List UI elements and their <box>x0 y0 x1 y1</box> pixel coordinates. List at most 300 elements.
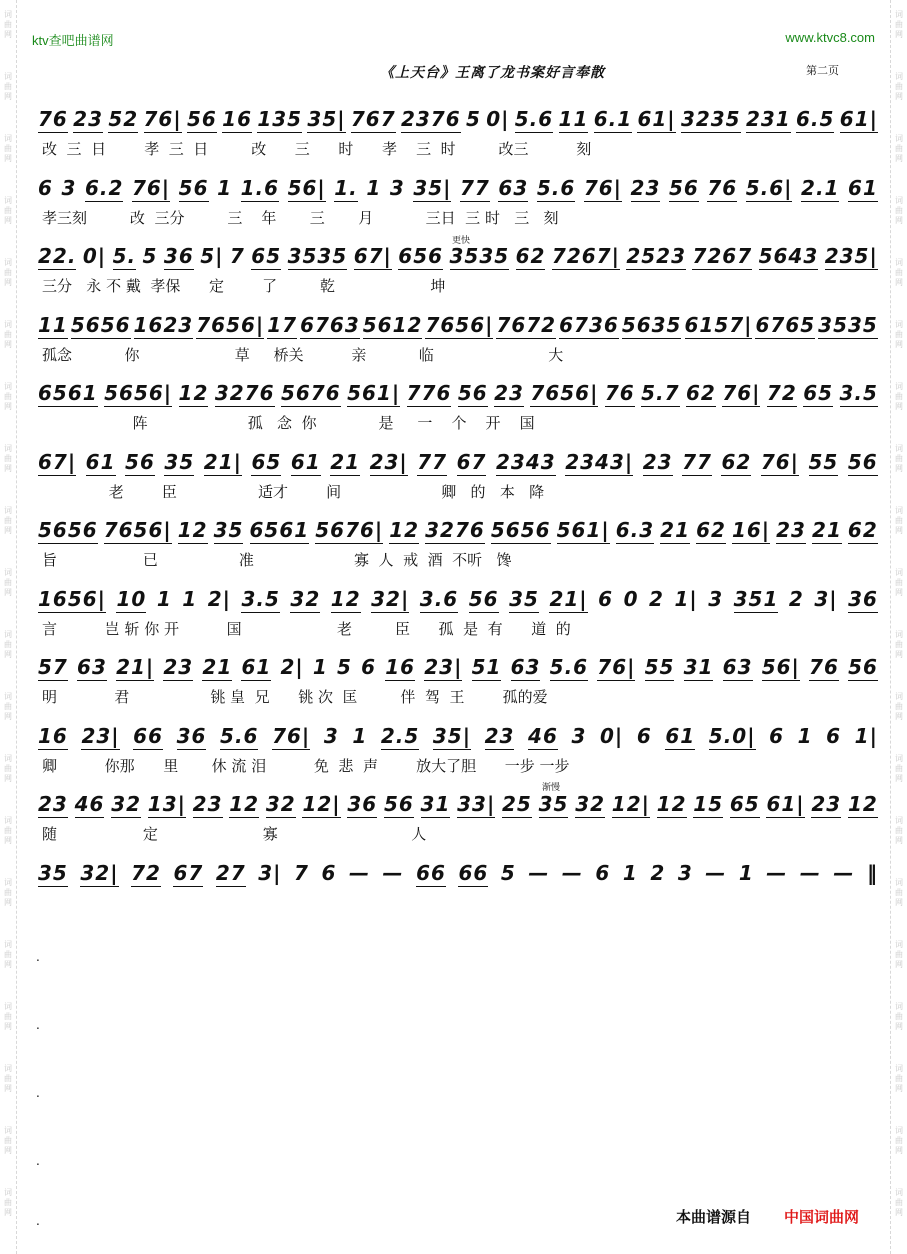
note-group: — <box>382 860 404 885</box>
note-group: 23 <box>494 381 524 405</box>
watermark-text: 词 曲 网 <box>4 506 12 535</box>
score-system <box>38 789 878 845</box>
note-group: 3.5 <box>839 381 878 405</box>
note-group: 65 <box>251 449 282 474</box>
note-group: — <box>766 860 788 885</box>
note-group: 27 <box>215 860 246 885</box>
note-group: 6.3 <box>615 518 655 542</box>
site-url-right[interactable]: www.ktvc8.com <box>785 30 875 45</box>
watermark-text: 词 曲 网 <box>4 444 12 473</box>
note-group: 3.6 <box>419 586 459 611</box>
note-group: 35| <box>432 723 472 748</box>
notation-line <box>38 378 878 408</box>
notation-line <box>38 858 878 888</box>
note-group: 5656 <box>38 518 98 542</box>
note-group: 6763 <box>300 312 360 337</box>
note-group: 5.6 <box>549 655 589 679</box>
note-group: 66 <box>416 860 446 885</box>
note-group: 23 <box>642 449 673 474</box>
note-group: 13| <box>147 792 186 816</box>
note-group: 35| <box>307 107 346 131</box>
note-group: — <box>799 860 821 885</box>
note-group: 63 <box>510 655 541 679</box>
watermark-text: 词 曲 网 <box>4 258 12 287</box>
note-group: 21 <box>812 518 842 542</box>
note-group: 55 <box>644 655 675 679</box>
note-group: 1 <box>156 586 172 611</box>
lyric-line: 改 三 日 孝 三 日 改 三 时 孝 三 时 改三 刻 <box>42 140 592 158</box>
note-group: 5.6 <box>514 107 554 131</box>
note-group: 6 <box>38 175 53 200</box>
note-group: 63 <box>77 655 107 679</box>
note-group: 5 <box>337 655 352 679</box>
note-group: 6561 <box>38 381 98 405</box>
note-group: 12| <box>302 792 341 816</box>
note-group: 7656| <box>530 381 599 405</box>
note-group: 6 <box>769 723 785 748</box>
note-group: 3535 <box>818 312 878 337</box>
note-group: 5| <box>200 244 224 268</box>
lyric-line: 老 臣 适才 间 卿 的 本 降 <box>42 482 545 501</box>
site-name-left[interactable]: ktv查吧曲谱网 <box>32 33 114 48</box>
note-group: 76| <box>597 655 636 679</box>
watermark-text: 词 曲 网 <box>895 382 903 411</box>
source-site-link[interactable]: 中国词曲网 <box>784 1208 860 1226</box>
note-group: 23 <box>776 518 806 542</box>
note-group: 23 <box>192 792 223 816</box>
note-group: 31 <box>683 655 714 679</box>
note-group: 3.5 <box>241 586 280 611</box>
note-group: 3535 <box>449 244 510 268</box>
note-group: — <box>528 860 550 885</box>
note-group: 76| <box>583 175 622 200</box>
note-group: 767 <box>350 107 396 131</box>
note-group: 5.6 <box>220 723 259 748</box>
note-group: 7672 <box>496 312 557 337</box>
note-group: 3 <box>571 723 587 748</box>
note-group: 3276 <box>425 518 485 542</box>
note-group: 12 <box>177 518 208 542</box>
blank-line-dot: . <box>36 1018 40 1032</box>
watermark-text: 词 曲 网 <box>4 568 12 597</box>
note-group: 1| <box>674 586 698 611</box>
note-group: 6 <box>636 723 652 748</box>
note-group: 2| <box>280 655 304 679</box>
note-group: 51 <box>471 655 502 679</box>
note-group: 1 <box>352 723 368 748</box>
note-group: 2343| <box>565 449 634 474</box>
note-group: 2 <box>650 860 666 885</box>
note-group: 32| <box>371 586 410 611</box>
note-group: 57 <box>38 655 68 679</box>
watermark-text: 词 曲 网 <box>895 568 903 597</box>
lyric-line: 三分 永 不 戴 孝保 定 了 乾 坤 <box>42 277 446 295</box>
note-group: 35| <box>413 175 452 200</box>
note-group: 61| <box>637 107 676 131</box>
note-group: 1. <box>334 175 358 200</box>
note-group: 0 <box>623 586 639 611</box>
watermark-text: 词 曲 网 <box>895 1064 903 1093</box>
note-group: 7 <box>294 860 309 885</box>
note-group: 56| <box>287 175 326 200</box>
notation-line <box>38 652 878 682</box>
watermark-text: 词 曲 网 <box>4 320 12 349</box>
note-group: 62 <box>847 518 878 542</box>
note-group: 35 <box>538 792 569 816</box>
note-group: 1 <box>217 175 232 200</box>
note-group: 2376 <box>400 107 461 131</box>
note-group: 5656| <box>104 381 173 405</box>
note-group: 55 <box>808 449 839 474</box>
note-group: 56 <box>848 655 878 679</box>
note-group: 6 <box>826 723 842 748</box>
note-group: 12 <box>330 586 361 611</box>
note-group: 56 <box>457 381 488 405</box>
note-group: 56 <box>186 107 217 131</box>
watermark-text: 词 曲 网 <box>895 506 903 535</box>
note-group: 12 <box>178 381 209 405</box>
left-watermark-strip <box>0 0 17 1254</box>
right-watermark-strip <box>890 0 907 1254</box>
watermark-text: 词 曲 网 <box>895 444 903 473</box>
note-group: 0| <box>82 244 107 268</box>
note-group: 7267| <box>551 244 620 268</box>
note-group: 56 <box>468 586 499 611</box>
note-group: 56 <box>125 449 155 474</box>
blank-line-dot: . <box>36 950 40 964</box>
note-group: 6 <box>595 860 611 885</box>
note-group: 0| <box>486 107 510 131</box>
watermark-text: 词 曲 网 <box>4 1188 12 1217</box>
watermark-text: 词 曲 网 <box>4 630 12 659</box>
note-group: 72 <box>766 381 797 405</box>
lyric-line: 卿 你那 里 休 流 泪 免 悲 声 放大了胆 一步 一步 <box>42 756 570 775</box>
notation-line <box>38 721 878 751</box>
tempo-marker-slower: 渐慢 <box>542 783 561 793</box>
note-group: 21| <box>203 449 242 474</box>
lyric-line: 明 君 铫 皇 兄 铫 次 匡 伴 驾 王 孤的爱 <box>42 688 548 706</box>
note-group: 2 <box>788 586 804 611</box>
note-group: 72 <box>131 860 161 885</box>
score-system <box>38 241 878 297</box>
note-group: 76 <box>604 381 635 405</box>
note-group: 5612 <box>362 312 423 337</box>
note-group: 23| <box>369 449 408 474</box>
note-group: 65 <box>251 244 282 268</box>
note-group: 5 <box>142 244 158 268</box>
watermark-text: 词 曲 网 <box>4 878 12 907</box>
note-group: 6.1 <box>593 107 633 131</box>
note-group: 0| <box>600 723 624 748</box>
note-group: 31 <box>420 792 451 816</box>
lyric-line: 孤念 你 草 桥关 亲 临 大 <box>42 345 564 364</box>
note-group: 1 <box>797 723 813 748</box>
note-group: 56| <box>761 655 800 679</box>
note-group: 7656| <box>425 312 494 337</box>
note-group: 6.5 <box>796 107 835 131</box>
notation-line <box>38 584 878 614</box>
note-group: 3 <box>323 723 339 748</box>
note-group: 5. <box>112 244 137 268</box>
note-group: 7656| <box>196 312 265 337</box>
note-group: 1.6 <box>240 175 279 200</box>
watermark-text: 词 曲 网 <box>4 754 12 783</box>
watermark-text: 词 曲 网 <box>895 10 903 39</box>
note-group: 5656 <box>70 312 131 337</box>
blank-line-dot: . <box>36 1086 40 1100</box>
watermark-text: 词 曲 网 <box>895 320 903 349</box>
note-group: 17 <box>267 312 298 337</box>
watermark-text: 词 曲 网 <box>4 1126 12 1155</box>
note-group: 56 <box>383 792 414 816</box>
note-group: 52 <box>108 107 139 131</box>
note-group: 76| <box>131 175 171 200</box>
note-group: 7656| <box>103 518 172 542</box>
watermark-text: 词 曲 网 <box>895 816 903 845</box>
note-group: 5635 <box>621 312 682 337</box>
note-group: 76 <box>809 655 839 679</box>
note-group: 21 <box>660 518 691 542</box>
watermark-text: 词 曲 网 <box>895 1126 903 1155</box>
note-group: 2343 <box>496 449 556 474</box>
note-group: 36 <box>163 244 194 268</box>
score-system <box>38 447 878 503</box>
note-group: 35 <box>213 518 244 542</box>
note-group: 6157| <box>684 312 753 337</box>
score-system <box>38 378 878 434</box>
watermark-text: 词 曲 网 <box>4 72 12 101</box>
notation-line <box>38 310 878 340</box>
note-group: 21| <box>549 586 588 611</box>
note-group: 21| <box>116 655 155 679</box>
note-group: 3| <box>814 586 838 611</box>
note-group: 62 <box>696 518 726 542</box>
note-group: 76 <box>38 107 68 131</box>
watermark-text: 词 曲 网 <box>4 692 12 721</box>
watermark-text: 词 曲 网 <box>4 1002 12 1031</box>
note-group: 776 <box>406 381 452 405</box>
note-group: 61| <box>766 792 805 816</box>
note-group: 1 <box>182 586 198 611</box>
note-group: 1| <box>854 723 878 748</box>
note-group: 23 <box>38 792 68 816</box>
note-group: 6.2 <box>84 175 124 200</box>
note-group: 2523 <box>626 244 687 268</box>
note-group: 235| <box>824 244 878 268</box>
note-group: 67 <box>173 860 204 885</box>
note-group: 32 <box>575 792 606 816</box>
note-group: 21 <box>202 655 233 679</box>
note-group: 3| <box>258 860 282 885</box>
notation-line <box>38 515 878 545</box>
note-group: 7267 <box>692 244 753 268</box>
note-group: 6 <box>321 860 337 885</box>
watermark-text: 词 曲 网 <box>895 196 903 225</box>
note-group: 3 <box>61 175 77 200</box>
note-group: 32 <box>290 586 321 611</box>
note-group: 1 <box>738 860 754 885</box>
note-group: 3 <box>677 860 693 885</box>
note-group: 32| <box>80 860 119 885</box>
watermark-text: 词 曲 网 <box>4 196 12 225</box>
note-group: 5.7 <box>641 381 680 405</box>
note-group: 11 <box>38 312 68 337</box>
lyric-line: 阵 孤 念 你 是 一 个 开 国 <box>42 414 535 432</box>
note-group: 561| <box>556 518 610 542</box>
note-group: 35 <box>509 586 539 611</box>
note-group: 6736 <box>559 312 619 337</box>
score-system <box>38 104 878 160</box>
notation-line <box>38 447 878 477</box>
note-group: 56 <box>847 449 878 474</box>
watermark-text: 词 曲 网 <box>4 10 12 39</box>
note-group: 61| <box>839 107 878 131</box>
note-group: 5.6| <box>745 175 793 200</box>
score-system <box>38 584 878 640</box>
watermark-text: 词 曲 网 <box>895 692 903 721</box>
note-group: 12 <box>847 792 878 816</box>
note-group: 656 <box>398 244 444 268</box>
note-group: 35 <box>164 449 195 474</box>
lyric-line: 言 岂 斩 你 开 国 老 臣 孤 是 有 道 的 <box>42 619 571 638</box>
lyric-line: 随 定 寡 人 <box>42 825 427 843</box>
note-group: 3 <box>389 175 405 200</box>
note-group: 5656 <box>490 518 551 542</box>
watermark-text: 词 曲 网 <box>895 878 903 907</box>
note-group: 67 <box>456 449 487 474</box>
watermark-text: 词 曲 网 <box>895 1002 903 1031</box>
note-group: 56 <box>178 175 209 200</box>
watermark-text: 词 曲 网 <box>895 134 903 163</box>
note-group: 23| <box>81 723 120 748</box>
lyric-line: 旨 已 准 寡 人 戒 酒 不听 馋 <box>42 551 512 569</box>
note-group: 6765 <box>755 312 816 337</box>
note-group: 231 <box>745 107 791 131</box>
note-group: 35 <box>38 860 68 885</box>
score-system <box>38 652 878 708</box>
note-group: — <box>561 860 583 885</box>
note-group: 61 <box>241 655 272 679</box>
score-title: 《上天台》王离了龙书案好言奉散 <box>380 65 605 81</box>
tempo-marker-faster: 更快 <box>452 236 471 246</box>
note-group: 32 <box>265 792 296 816</box>
note-group: 67| <box>38 449 77 474</box>
note-group: 6 <box>598 586 614 611</box>
score-system <box>38 721 878 777</box>
note-group: 61 <box>665 723 696 748</box>
note-group: 65 <box>729 792 760 816</box>
note-group: 2 <box>649 586 664 611</box>
note-group: 76| <box>272 723 311 748</box>
score-system <box>38 858 878 914</box>
notation-line <box>38 173 878 203</box>
note-group: ‖ <box>866 860 878 885</box>
note-group: 3276 <box>214 381 275 405</box>
note-group: 7 <box>229 244 245 268</box>
note-group: 56 <box>668 175 699 200</box>
note-group: 62 <box>721 449 752 474</box>
note-group: 5643 <box>758 244 819 268</box>
note-group: 561| <box>347 381 401 405</box>
note-group: 36 <box>347 792 378 816</box>
note-group: 33| <box>457 792 496 816</box>
note-group: 32 <box>111 792 142 816</box>
note-group: 2.5 <box>380 723 420 748</box>
watermark-text: 词 曲 网 <box>895 940 903 969</box>
note-group: — <box>348 860 370 885</box>
note-group: 5.6 <box>536 175 576 200</box>
note-group: 16 <box>222 107 252 131</box>
note-group: 3535 <box>287 244 348 268</box>
note-group: 23| <box>424 655 463 679</box>
note-group: 36 <box>176 723 207 748</box>
note-group: 1623 <box>133 312 194 337</box>
score-system <box>38 173 878 229</box>
source-label: 本曲谱源自 <box>676 1208 752 1226</box>
note-group: 12 <box>656 792 687 816</box>
note-group: 23 <box>484 723 515 748</box>
watermark-text: 词 曲 网 <box>895 754 903 783</box>
note-group: — <box>833 860 855 885</box>
notation-line <box>38 104 878 134</box>
note-group: 2| <box>207 586 231 611</box>
note-group: 16 <box>385 655 416 679</box>
note-group: 65 <box>803 381 834 405</box>
watermark-text: 词 曲 网 <box>4 134 12 163</box>
note-group: 6 <box>361 655 377 679</box>
watermark-text: 词 曲 网 <box>895 72 903 101</box>
note-group: 12| <box>611 792 650 816</box>
note-group: 62 <box>686 381 716 405</box>
watermark-text: 词 曲 网 <box>895 1188 903 1217</box>
note-group: 11 <box>558 107 589 131</box>
note-group: 1 <box>312 655 328 679</box>
note-group: 16 <box>38 723 68 748</box>
note-group: 76| <box>722 381 761 405</box>
blank-line-dot: . <box>36 1214 40 1228</box>
note-group: 76 <box>707 175 738 200</box>
watermark-text: 词 曲 网 <box>895 630 903 659</box>
note-group: 5676 <box>280 381 341 405</box>
note-group: 46 <box>74 792 105 816</box>
note-group: 1 <box>366 175 382 200</box>
blank-line-dot: . <box>36 1154 40 1168</box>
note-group: 2.1 <box>801 175 840 200</box>
note-group: 77 <box>460 175 490 200</box>
note-group: 6561 <box>249 518 310 542</box>
note-group: 3235 <box>680 107 741 131</box>
watermark-text: 词 曲 网 <box>4 816 12 845</box>
note-group: 15 <box>693 792 724 816</box>
note-group: 23 <box>811 792 842 816</box>
note-group: 5.0| <box>708 723 756 748</box>
note-group: 12 <box>229 792 260 816</box>
watermark-text: 词 曲 网 <box>895 258 903 287</box>
watermark-text: 词 曲 网 <box>4 382 12 411</box>
note-group: 5 <box>500 860 516 885</box>
note-group: 21 <box>330 449 361 474</box>
note-group: 62 <box>515 244 546 268</box>
page-number: 第二页 <box>806 64 839 77</box>
note-group: 5676| <box>315 518 384 542</box>
note-group: 77 <box>417 449 448 474</box>
note-group: 46 <box>528 723 558 748</box>
note-group: — <box>705 860 727 885</box>
watermark-text: 词 曲 网 <box>4 940 12 969</box>
note-group: 67| <box>353 244 392 268</box>
note-group: 61 <box>290 449 321 474</box>
note-group: 76| <box>760 449 799 474</box>
